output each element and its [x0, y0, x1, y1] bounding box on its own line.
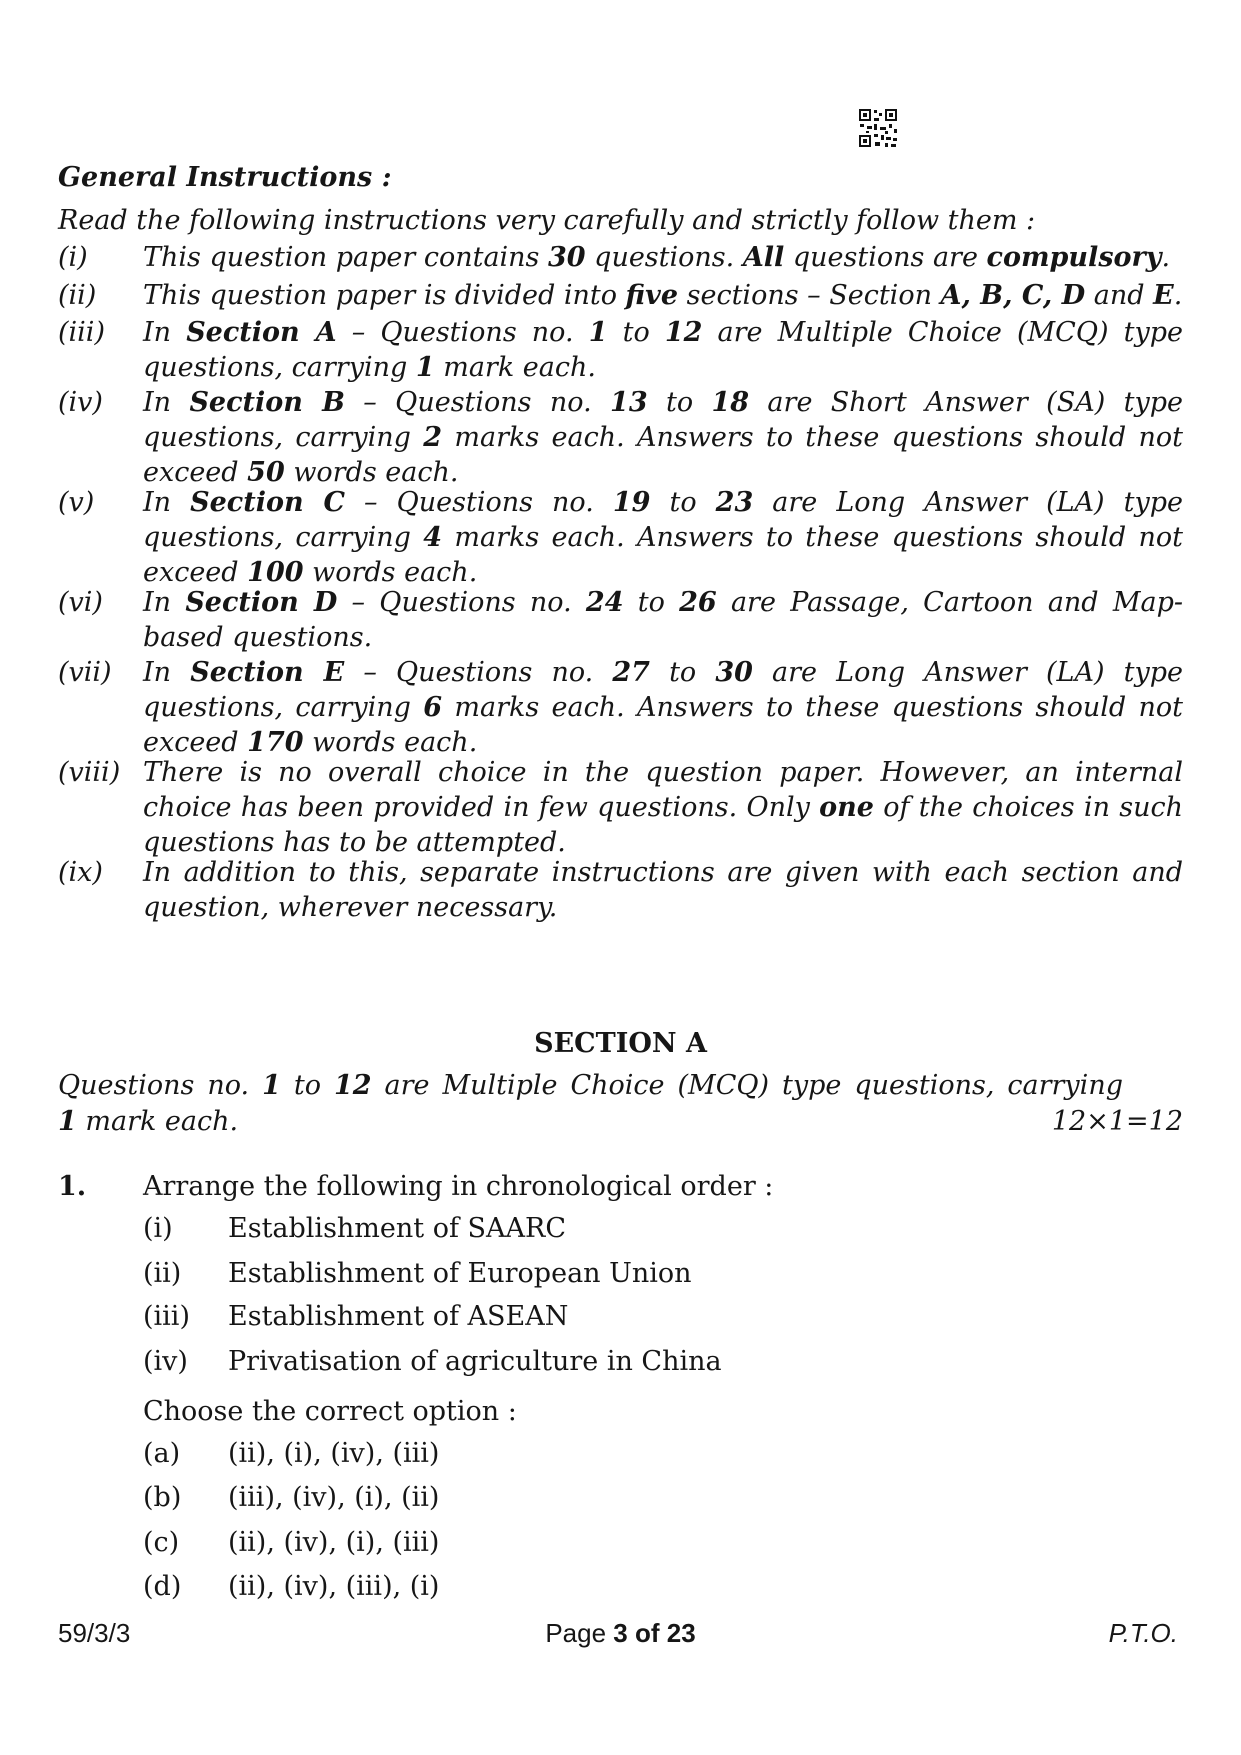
question-item-text: Privatisation of agriculture in China: [228, 1346, 722, 1377]
text-run: mark each.: [76, 1106, 239, 1137]
instruction-text: [143, 655, 1183, 760]
text-run: are Passage, Cartoon and Map-based questions.: [143, 587, 1183, 653]
question-item-number: (ii): [143, 1258, 182, 1289]
text-run: to: [280, 1070, 334, 1101]
qr-code-icon: [858, 108, 898, 148]
text-run: – Questions no.: [344, 487, 613, 518]
instruction-number: (vi): [58, 587, 103, 618]
bold-text: 170: [247, 727, 304, 758]
section-a-marks: 12×1=12: [1051, 1106, 1183, 1137]
text-run: are Multiple Choice (MCQ) type questions, carrying: [371, 1070, 1123, 1101]
text-run: questions are: [784, 242, 987, 273]
page-prefix: Page: [545, 1618, 614, 1648]
bold-text: Section B: [189, 387, 345, 418]
bold-text: 13: [610, 387, 648, 418]
instruction-number: (i): [58, 242, 88, 273]
bold-text: Section D: [185, 587, 338, 618]
text-run: – Questions no.: [344, 657, 613, 688]
text-run: marks each. Answers to these questions should not exceed: [143, 522, 1184, 588]
text-run: In: [143, 587, 186, 618]
question-item-number: (i): [143, 1213, 173, 1244]
page-total: 23: [666, 1618, 696, 1648]
text-run: are Long Answer (LA) type questions, carrying: [143, 657, 1183, 723]
bold-text: Section A: [186, 317, 337, 348]
text-run: of the choices in such questions has to be attempted.: [143, 792, 1183, 858]
option-text: (ii), (iv), (iii), (i): [228, 1571, 440, 1602]
section-a-title: SECTION A: [534, 1028, 707, 1059]
text-run: words each.: [303, 557, 478, 588]
pto-label: P.T.O.: [1108, 1618, 1178, 1648]
section-a-description: [58, 1068, 1183, 1140]
text-run: In: [143, 387, 190, 418]
bold-text: 30: [715, 657, 753, 688]
text-run: to: [607, 317, 665, 348]
bold-text: 2: [423, 422, 443, 453]
bold-text: 27: [612, 657, 650, 688]
bold-text: 12: [333, 1070, 372, 1101]
bold-text: 19: [612, 487, 651, 518]
bold-text: Section C: [190, 487, 345, 518]
text-run: This question paper is divided into: [143, 280, 626, 311]
text-run: are Long Answer (LA) type questions, carrying: [143, 487, 1183, 553]
instructions-intro: Read the following instructions very carefully and strictly follow them :: [58, 205, 1036, 236]
instruction-text: [143, 755, 1183, 860]
text-run: There is no overall choice in the question paper. However, an internal choice has been provided in few questions. Only: [143, 757, 1183, 823]
bold-text: 12: [664, 317, 703, 348]
instruction-text: [143, 855, 1183, 925]
text-run: sections – Section: [678, 280, 941, 311]
text-run: – Questions no.: [337, 587, 586, 618]
question-item-text: Establishment of ASEAN: [228, 1301, 569, 1332]
text-run: are Short Answer (SA) type questions, carrying: [143, 387, 1183, 453]
text-run: mark each.: [434, 352, 596, 383]
instruction-text: [143, 315, 1183, 385]
text-run: Questions no.: [58, 1070, 263, 1101]
text-run: In: [143, 487, 191, 518]
text-run: are Multiple Choice (MCQ) type questions, carrying: [143, 317, 1183, 383]
text-run: – Questions no.: [344, 387, 611, 418]
bold-text: five: [625, 280, 679, 311]
bold-text: 1: [415, 352, 435, 383]
bold-text: All: [742, 242, 785, 273]
instruction-number: (vii): [58, 657, 112, 688]
instruction-number: (v): [58, 487, 95, 518]
bold-text: A, B, C, D: [940, 280, 1086, 311]
bold-text: 4: [423, 522, 443, 553]
general-instructions-heading: General Instructions :: [58, 162, 392, 193]
text-run: questions.: [585, 242, 743, 273]
text-run: to: [649, 657, 716, 688]
bold-text: 26: [679, 587, 717, 618]
bold-text: one: [819, 792, 874, 823]
bold-text: E: [1153, 280, 1174, 311]
bold-text: 30: [548, 242, 586, 273]
page-indicator: [0, 1618, 1241, 1649]
text-run: to: [650, 487, 716, 518]
text-run: marks each. Answers to these questions should not exceed: [143, 422, 1184, 488]
question-item-text: Establishment of European Union: [228, 1258, 692, 1289]
bold-text: 100: [247, 557, 304, 588]
section-a-desc-line2: [58, 1106, 238, 1137]
question-text: Arrange the following in chronological order :: [143, 1171, 774, 1202]
bold-text: 23: [715, 487, 754, 518]
bold-text: 1: [58, 1106, 77, 1137]
bold-text: 6: [423, 692, 443, 723]
text-run: to: [623, 587, 680, 618]
question-number: 1.: [58, 1171, 87, 1202]
text-run: This question paper contains: [143, 242, 548, 273]
instruction-number: (iv): [58, 387, 103, 418]
option-label: (c): [143, 1527, 180, 1558]
instruction-text: [143, 585, 1183, 655]
question-item-text: Establishment of SAARC: [228, 1213, 567, 1244]
option-text: (iii), (iv), (i), (ii): [228, 1482, 440, 1513]
text-run: words each.: [303, 727, 478, 758]
page-current: 3: [613, 1618, 628, 1648]
option-label: (b): [143, 1482, 182, 1513]
text-run: to: [647, 387, 712, 418]
question-item-number: (iii): [143, 1301, 190, 1332]
text-run: In: [143, 657, 191, 688]
instruction-number: (ii): [58, 280, 97, 311]
option-text: (ii), (i), (iv), (iii): [228, 1438, 440, 1469]
question-item-number: (iv): [143, 1346, 188, 1377]
bold-text: 50: [247, 457, 285, 488]
instruction-number: (viii): [58, 757, 121, 788]
text-run: .: [1161, 242, 1171, 273]
instruction-text: [143, 385, 1183, 490]
bold-text: 24: [585, 587, 624, 618]
option-label: (d): [143, 1571, 182, 1602]
bold-text: 1: [588, 317, 608, 348]
bold-text: Section E: [190, 657, 345, 688]
instruction-text: [143, 278, 1183, 313]
text-run: and: [1085, 280, 1154, 311]
option-label: (a): [143, 1438, 181, 1469]
option-text: (ii), (iv), (i), (iii): [228, 1527, 440, 1558]
bold-text: compulsory: [986, 242, 1162, 273]
instruction-number: (iii): [58, 317, 105, 348]
text-run: marks each. Answers to these questions should not exceed: [143, 692, 1184, 758]
text-run: – Questions no.: [336, 317, 589, 348]
text-run: In addition to this, separate instructions are given with each section and question, wherever necessary.: [143, 857, 1183, 923]
text-run: In: [143, 317, 187, 348]
bold-text: 18: [711, 387, 750, 418]
page-of: of: [627, 1618, 667, 1648]
text-run: .: [1173, 280, 1183, 311]
section-a-desc-line1: [58, 1068, 1123, 1104]
text-run: words each.: [284, 457, 459, 488]
instruction-text: [143, 240, 1183, 275]
instruction-number: (ix): [58, 857, 103, 888]
choose-option-prompt: Choose the correct option :: [143, 1396, 517, 1427]
paper-code: 59/3/3: [58, 1618, 131, 1648]
bold-text: 1: [262, 1070, 281, 1101]
instruction-text: [143, 485, 1183, 590]
